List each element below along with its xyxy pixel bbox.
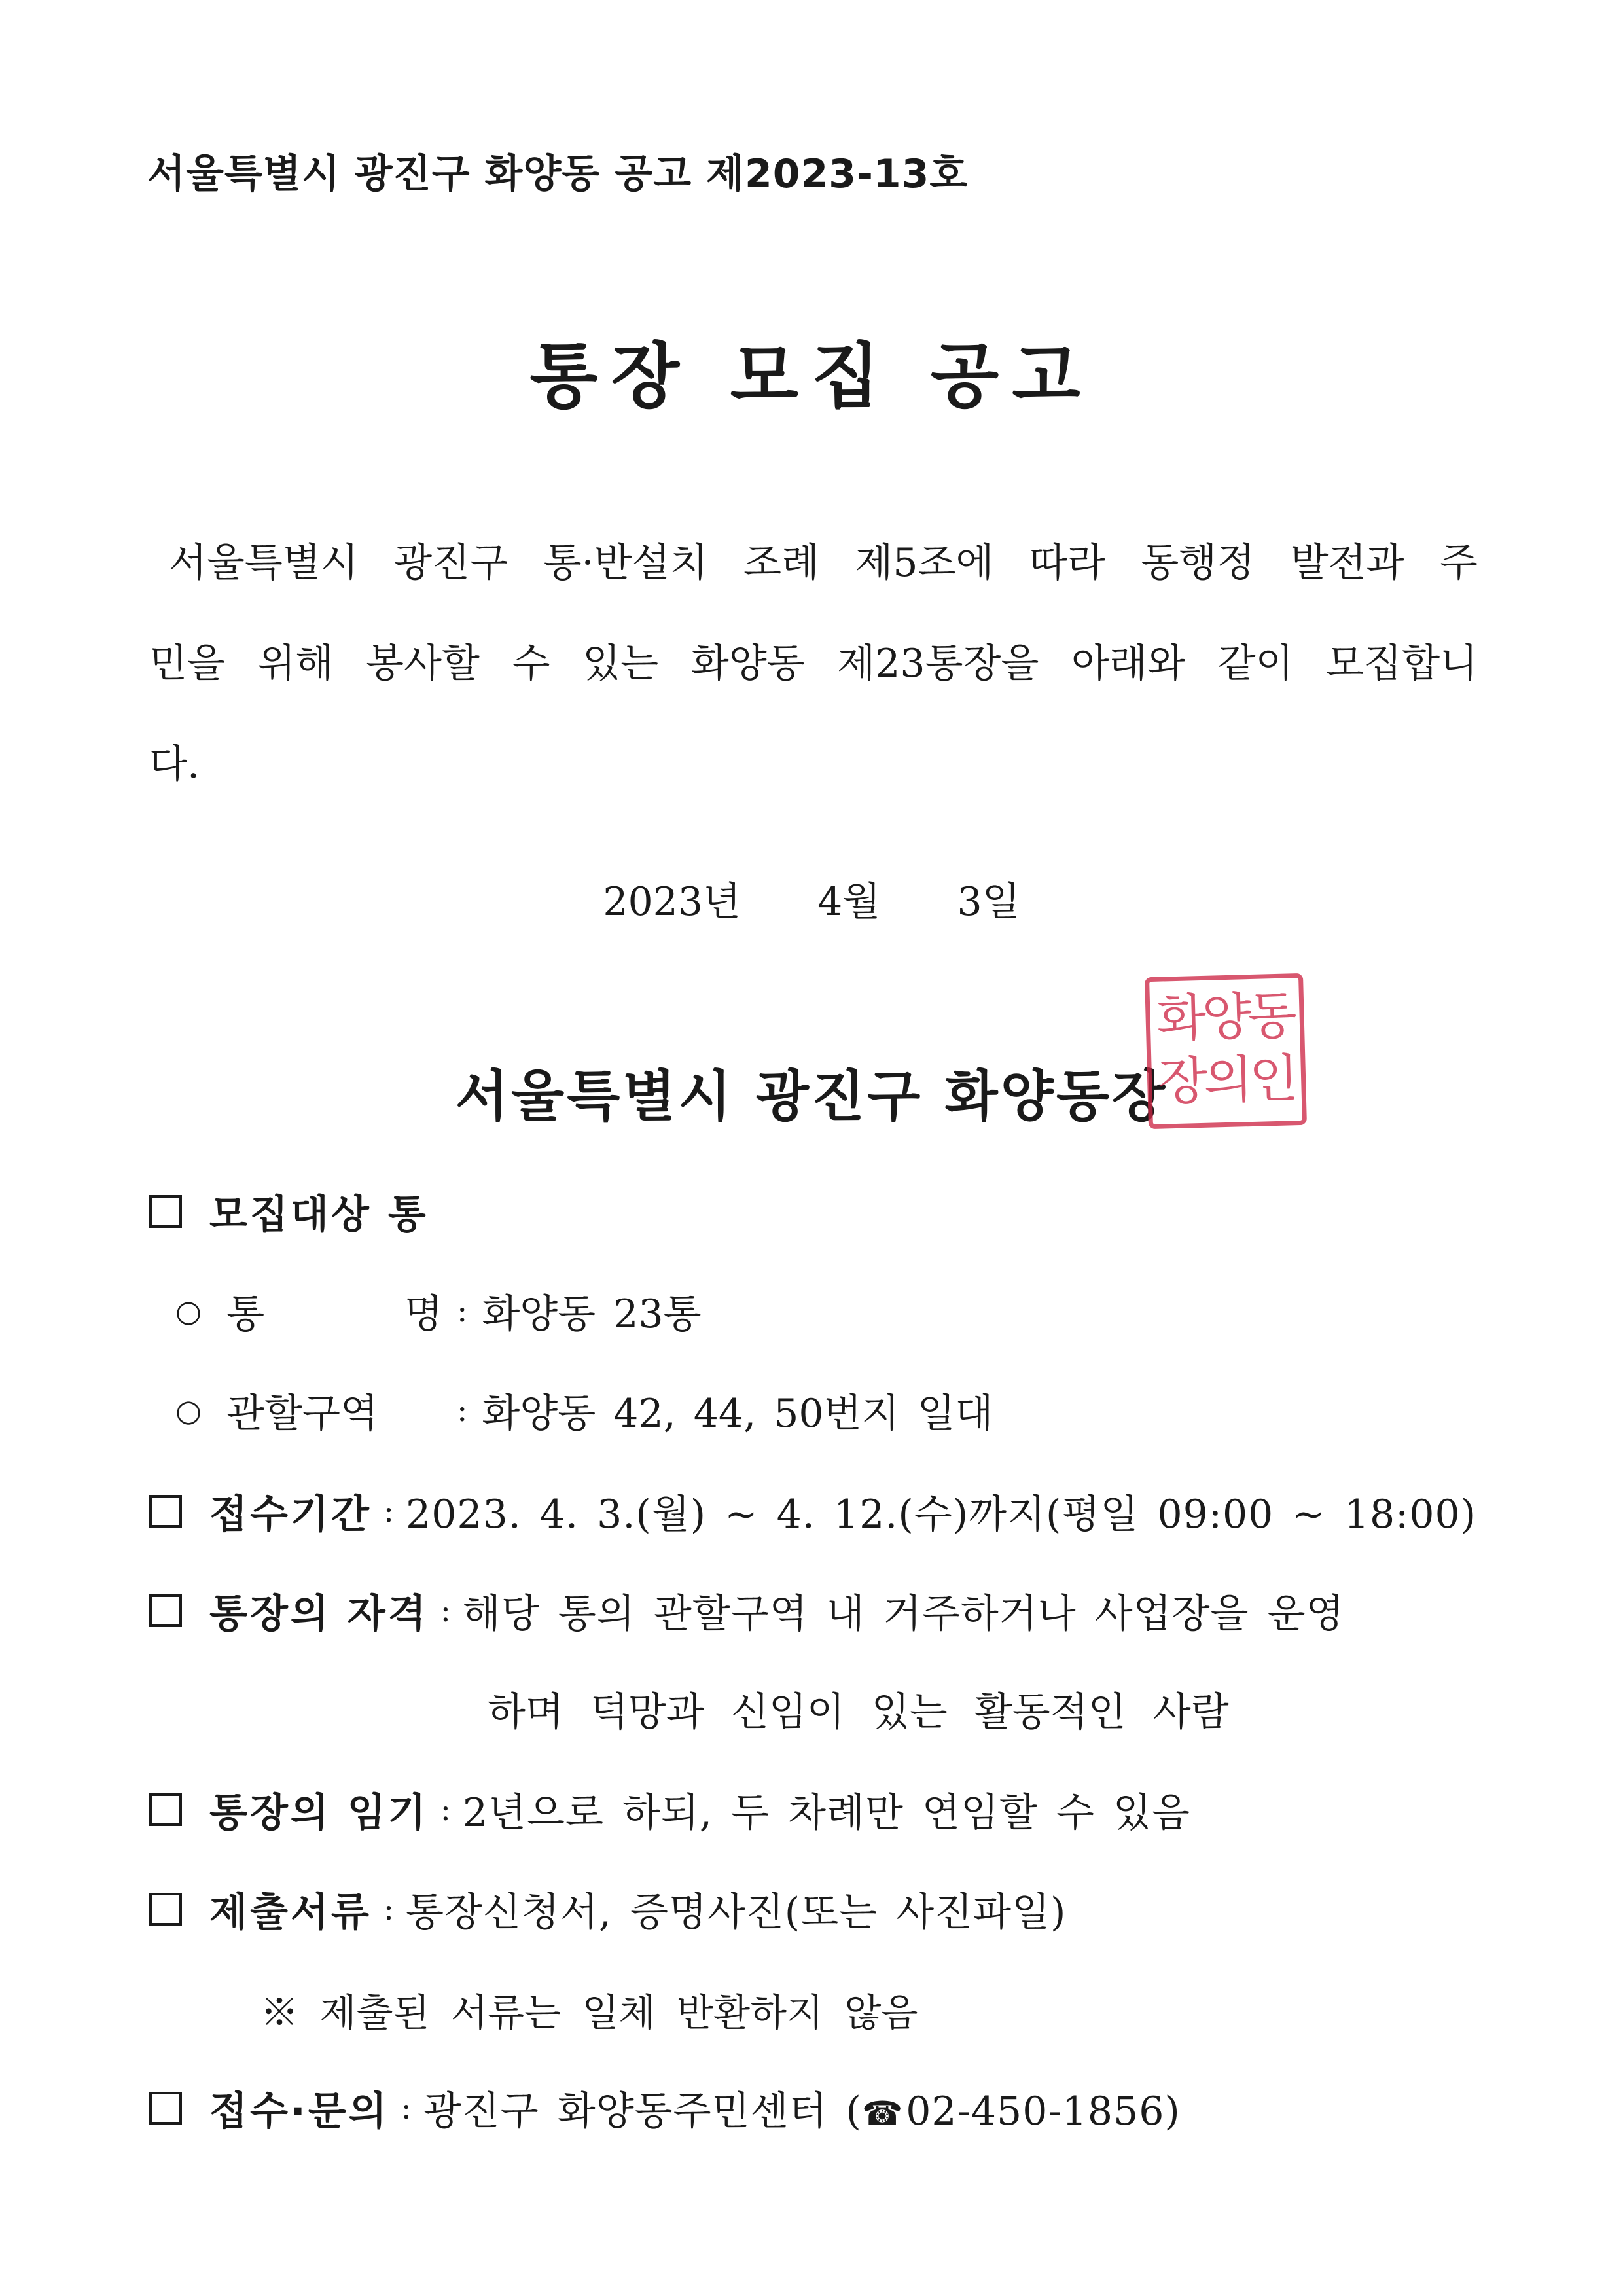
qualification-continuation: 하며 덕망과 신임이 있는 활동적인 사람 [488,1689,1229,1735]
section-documents [149,1881,1066,1937]
checkbox-icon [149,1793,182,1826]
notice-date: 2023년 4월 3일 [603,879,1020,925]
bullet-icon: ○ [175,1293,202,1329]
seal-text-row-1: 화양동 [1156,986,1294,1049]
section-period [149,1483,1476,1539]
contact-phone: 02-450-1856) [906,2089,1181,2134]
checkbox-icon [149,1893,182,1926]
sub-item-value: 화양동 23통 [482,1291,702,1337]
section-term [149,1782,1190,1838]
section-label: 통장의 임기 [209,1790,429,1836]
section-label: 접수기간 [209,1492,372,1537]
section-value: 통장신청서, 증명사진(또는 사진파일) [406,1890,1067,1935]
sub-item-label: 관할구역 [226,1391,378,1437]
separator: : [457,1392,468,1429]
section-qualification [149,1583,1345,1639]
section-label: 모집대상 통 [209,1192,429,1238]
seal-text-row-2: 장의인 [1158,1049,1296,1112]
sub-item-value: 화양동 42, 44, 50번지 일대 [482,1391,993,1437]
separator: : [383,1891,395,1928]
separator: : [440,1592,451,1629]
notice-number: 서울특별시 광진구 화양동 공고 제2023-13호 [147,151,969,197]
checkbox-icon [149,1594,182,1627]
checkbox-icon [149,2092,182,2125]
section-value: 해당 통의 관할구역 내 거주하거나 사업장을 운영 [462,1591,1345,1637]
intro-line-3: 다. [149,742,200,787]
section-label: 통장의 자격 [209,1591,429,1637]
section-label: 접수·문의 [209,2089,389,2134]
bullet-icon: ○ [175,1393,202,1428]
telephone-icon: ☎ [861,2094,904,2132]
contact-office: 광진구 화양동주민센터 ( [423,2089,862,2134]
separator: : [401,2090,412,2126]
section-label: 제출서류 [209,1890,372,1935]
documents-note: ※ 제출된 서류는 일체 반환하지 않음 [260,1990,918,2035]
checkbox-icon [149,1495,182,1528]
section-contact [149,2080,1181,2136]
checkbox-icon [149,1195,182,1228]
sub-item-tong-name [175,1283,702,1339]
section-value: 2023. 4. 3.(월) ~ 4. 12.(수)까지(평일 09:00 ~ 18:00) [406,1492,1477,1537]
document-title: 통장 모집 공고 [529,336,1094,418]
separator: : [383,1493,395,1530]
separator: : [440,1791,451,1828]
sub-item-jurisdiction [175,1382,993,1439]
intro-line-1: 서울특별시 광진구 통·반설치 조례 제5조에 따라 동행정 발전과 주 [169,540,1478,586]
intro-line-2: 민을 위해 봉사할 수 있는 화양동 제23통장을 아래와 같이 모집합니 [149,641,1478,687]
section-value [423,2080,1181,2136]
issuer-name: 서울특별시 광진구 화양동장 [455,1064,1168,1128]
official-seal [1145,973,1307,1129]
separator: : [457,1293,468,1329]
sub-item-label: 통 명 [226,1291,443,1337]
section-value: 2년으로 하되, 두 차례만 연임할 수 있음 [462,1790,1190,1836]
section-target [149,1183,429,1240]
